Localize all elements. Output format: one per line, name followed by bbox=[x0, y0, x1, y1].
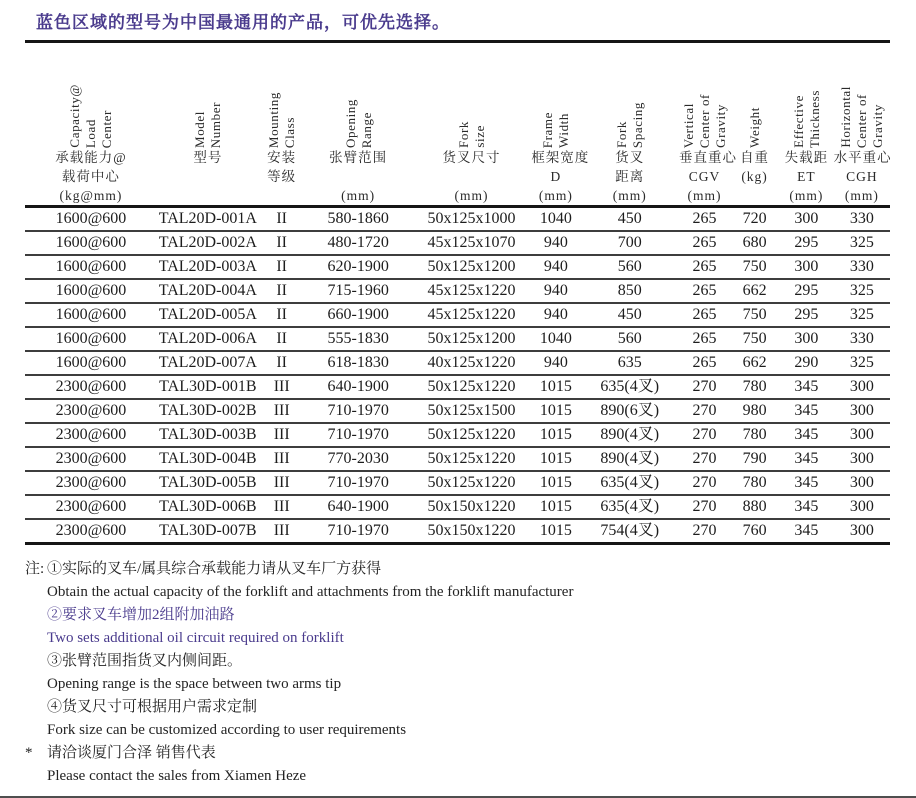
cell-vertical-cg: 265 bbox=[679, 327, 730, 351]
cell-frame-width: 940 bbox=[531, 351, 580, 375]
rotated-label: Range bbox=[358, 111, 374, 148]
rotated-label: size bbox=[472, 125, 488, 148]
cell-horizontal-cg: 300 bbox=[834, 519, 890, 544]
cell-capacity: 2300@600 bbox=[25, 375, 157, 399]
cell-horizontal-cg: 330 bbox=[834, 255, 890, 279]
note-text: ④货叉尺寸可根据用户需求定制 bbox=[47, 699, 258, 715]
rotated-label: Center of bbox=[696, 93, 712, 148]
cell-mounting-class: II bbox=[259, 279, 305, 303]
note-prefix bbox=[25, 627, 47, 650]
rotated-label: Fork bbox=[456, 121, 472, 148]
cell-effective-thickness: 295 bbox=[779, 303, 834, 327]
cell-horizontal-cg: 325 bbox=[834, 279, 890, 303]
cell-model-number: TAL30D-005B bbox=[157, 471, 259, 495]
cell-fork-size: 50x150x1220 bbox=[412, 495, 532, 519]
cell-vertical-cg: 265 bbox=[679, 207, 730, 232]
cell-vertical-cg: 265 bbox=[679, 231, 730, 255]
zh-label-line: 承载能力@ bbox=[55, 150, 127, 165]
cell-model-number: TAL30D-003B bbox=[157, 423, 259, 447]
cell-frame-width: 1015 bbox=[531, 423, 580, 447]
rotated-label: Gravity bbox=[870, 104, 886, 148]
cell-fork-spacing: 890(6叉) bbox=[581, 399, 679, 423]
zh-label-line: (mm) bbox=[612, 188, 647, 203]
rotated-label: Capacity@ bbox=[67, 84, 83, 148]
zh-label-line bbox=[730, 186, 779, 205]
cell-effective-thickness: 345 bbox=[779, 399, 834, 423]
zh-label-line: 距离 bbox=[615, 169, 645, 184]
cell-frame-width: 1040 bbox=[531, 327, 580, 351]
note-line bbox=[25, 627, 916, 650]
zh-label-line bbox=[259, 186, 305, 205]
note-prefix: * bbox=[25, 745, 33, 761]
cell-capacity: 1600@600 bbox=[25, 351, 157, 375]
cell-model-number: TAL20D-007A bbox=[157, 351, 259, 375]
cell-weight: 750 bbox=[730, 327, 779, 351]
zh-label-line: 载荷中心 bbox=[61, 169, 120, 184]
column-header-zh-fork-spacing bbox=[581, 148, 679, 205]
cell-effective-thickness: 345 bbox=[779, 375, 834, 399]
cell-frame-width: 1015 bbox=[531, 447, 580, 471]
cell-fork-size: 45x125x1070 bbox=[412, 231, 532, 255]
cell-effective-thickness: 345 bbox=[779, 519, 834, 544]
cell-effective-thickness: 345 bbox=[779, 423, 834, 447]
table-row bbox=[25, 399, 890, 423]
column-header-zh-fork-size bbox=[412, 148, 532, 205]
cell-capacity: 1600@600 bbox=[25, 255, 157, 279]
cell-model-number: TAL30D-001B bbox=[157, 375, 259, 399]
table-row bbox=[25, 351, 890, 375]
cell-fork-size: 50x150x1220 bbox=[412, 519, 532, 544]
cell-weight: 750 bbox=[730, 255, 779, 279]
column-header-model-number bbox=[157, 42, 259, 207]
table-row bbox=[25, 447, 890, 471]
cell-opening-range: 580-1860 bbox=[305, 207, 412, 232]
cell-weight: 720 bbox=[730, 207, 779, 232]
cell-capacity: 1600@600 bbox=[25, 327, 157, 351]
table-header bbox=[25, 42, 890, 207]
notes-section bbox=[25, 558, 916, 788]
column-header-zh-horizontal-cg bbox=[834, 148, 890, 205]
cell-effective-thickness: 345 bbox=[779, 447, 834, 471]
note-prefix bbox=[25, 765, 47, 788]
note-text: ③张臂范围指货叉内侧间距。 bbox=[47, 653, 243, 669]
column-header-zh-effective-thickness bbox=[779, 148, 834, 205]
column-header-zh-mounting-class bbox=[259, 148, 305, 205]
zh-label-line: CGH bbox=[846, 169, 878, 184]
zh-label-line bbox=[305, 167, 412, 186]
cell-opening-range: 618-1830 bbox=[305, 351, 412, 375]
header-row bbox=[25, 42, 890, 207]
cell-frame-width: 1015 bbox=[531, 399, 580, 423]
table-row bbox=[25, 471, 890, 495]
cell-fork-spacing: 635 bbox=[581, 351, 679, 375]
column-header-fork-spacing bbox=[581, 42, 679, 207]
cell-weight: 980 bbox=[730, 399, 779, 423]
column-header-en-fork-spacing bbox=[581, 43, 679, 148]
note-prefix: 注: bbox=[25, 561, 45, 577]
rotated-label: Number bbox=[208, 101, 224, 148]
zh-label-line: 货叉尺寸 bbox=[442, 150, 501, 165]
cell-capacity: 1600@600 bbox=[25, 279, 157, 303]
cell-model-number: TAL30D-004B bbox=[157, 447, 259, 471]
cell-weight: 750 bbox=[730, 303, 779, 327]
cell-effective-thickness: 290 bbox=[779, 351, 834, 375]
zh-label-line: (kg) bbox=[741, 169, 768, 184]
note-line bbox=[25, 604, 916, 627]
cell-opening-range: 640-1900 bbox=[305, 495, 412, 519]
rotated-label: Vertical bbox=[680, 102, 696, 148]
column-header-en-capacity bbox=[25, 43, 157, 148]
cell-weight: 790 bbox=[730, 447, 779, 471]
cell-effective-thickness: 300 bbox=[779, 255, 834, 279]
cell-mounting-class: II bbox=[259, 351, 305, 375]
cell-effective-thickness: 295 bbox=[779, 231, 834, 255]
cell-capacity: 2300@600 bbox=[25, 447, 157, 471]
cell-mounting-class: III bbox=[259, 375, 305, 399]
cell-effective-thickness: 345 bbox=[779, 471, 834, 495]
rotated-label: Load bbox=[83, 118, 99, 148]
cell-fork-size: 50x125x1500 bbox=[412, 399, 532, 423]
note-prefix bbox=[25, 673, 47, 696]
rotated-label: Width bbox=[556, 113, 572, 148]
cell-frame-width: 1015 bbox=[531, 375, 580, 399]
zh-label-line: (mm) bbox=[341, 188, 376, 203]
cell-capacity: 2300@600 bbox=[25, 495, 157, 519]
table-row bbox=[25, 375, 890, 399]
cell-vertical-cg: 265 bbox=[679, 351, 730, 375]
column-header-frame-width bbox=[531, 42, 590, 207]
cell-fork-size: 50x125x1220 bbox=[412, 447, 532, 471]
zh-label-line: ET bbox=[797, 169, 816, 184]
cell-fork-spacing: 754(4叉) bbox=[581, 519, 679, 544]
zh-label-line bbox=[157, 186, 259, 205]
rotated-label: Opening bbox=[342, 99, 358, 148]
cell-opening-range: 770-2030 bbox=[305, 447, 412, 471]
table-row bbox=[25, 231, 890, 255]
cell-mounting-class: II bbox=[259, 303, 305, 327]
cell-frame-width: 940 bbox=[531, 255, 580, 279]
cell-vertical-cg: 270 bbox=[679, 519, 730, 544]
note-text: Obtain the actual capacity of the forklift and attachments from the forklift manufacturer bbox=[47, 584, 574, 600]
column-header-capacity bbox=[25, 42, 157, 207]
note-prefix bbox=[25, 719, 47, 742]
cell-fork-spacing: 635(4叉) bbox=[581, 375, 679, 399]
cell-fork-size: 50x125x1000 bbox=[412, 207, 532, 232]
cell-frame-width: 1015 bbox=[531, 495, 580, 519]
spec-table bbox=[25, 40, 890, 545]
cell-fork-size: 40x125x1220 bbox=[412, 351, 532, 375]
cell-vertical-cg: 270 bbox=[679, 399, 730, 423]
column-header-effective-thickness bbox=[779, 42, 834, 207]
rotated-label: Center of bbox=[854, 93, 870, 148]
column-header-en-weight bbox=[730, 43, 779, 148]
cell-vertical-cg: 270 bbox=[679, 375, 730, 399]
cell-vertical-cg: 270 bbox=[679, 423, 730, 447]
cell-fork-spacing: 635(4叉) bbox=[581, 471, 679, 495]
cell-horizontal-cg: 300 bbox=[834, 375, 890, 399]
column-header-zh-opening-range bbox=[305, 148, 412, 205]
column-header-zh-model-number bbox=[157, 148, 259, 205]
cell-mounting-class: III bbox=[259, 423, 305, 447]
page-title: 蓝色区域的型号为中国最通用的产品，可优先选择。 bbox=[36, 13, 450, 32]
cell-model-number: TAL20D-004A bbox=[157, 279, 259, 303]
column-header-zh-vertical-cg bbox=[678, 148, 737, 205]
cell-fork-size: 50x125x1200 bbox=[412, 327, 532, 351]
cell-capacity: 1600@600 bbox=[25, 207, 157, 232]
rotated-label: Fork bbox=[614, 121, 630, 148]
rotated-label: Thickness bbox=[806, 89, 822, 148]
column-header-zh-frame-width bbox=[531, 148, 590, 205]
cell-weight: 780 bbox=[730, 471, 779, 495]
note-line bbox=[25, 719, 916, 742]
cell-model-number: TAL30D-002B bbox=[157, 399, 259, 423]
zh-label-line: 张臂范围 bbox=[329, 150, 388, 165]
zh-label-line: CGV bbox=[688, 169, 721, 184]
note-prefix bbox=[25, 581, 47, 604]
cell-fork-size: 50x125x1200 bbox=[412, 255, 532, 279]
zh-label-line bbox=[157, 167, 259, 186]
note-text: 请洽谈厦门合泽 销售代表 bbox=[47, 745, 216, 761]
cell-horizontal-cg: 300 bbox=[834, 423, 890, 447]
cell-fork-size: 50x125x1220 bbox=[412, 375, 532, 399]
cell-opening-range: 660-1900 bbox=[305, 303, 412, 327]
note-line bbox=[25, 742, 916, 765]
rotated-label: Spacing bbox=[630, 101, 646, 148]
cell-opening-range: 710-1970 bbox=[305, 399, 412, 423]
cell-capacity: 1600@600 bbox=[25, 231, 157, 255]
cell-capacity: 2300@600 bbox=[25, 423, 157, 447]
cell-frame-width: 940 bbox=[531, 279, 580, 303]
note-prefix bbox=[25, 604, 47, 627]
cell-horizontal-cg: 325 bbox=[834, 351, 890, 375]
cell-weight: 680 bbox=[730, 231, 779, 255]
cell-fork-spacing: 850 bbox=[581, 279, 679, 303]
cell-opening-range: 480-1720 bbox=[305, 231, 412, 255]
rotated-label: Horizontal bbox=[838, 86, 854, 148]
cell-vertical-cg: 270 bbox=[679, 471, 730, 495]
cell-effective-thickness: 300 bbox=[779, 327, 834, 351]
zh-label-line bbox=[412, 167, 532, 186]
cell-model-number: TAL20D-006A bbox=[157, 327, 259, 351]
table-row bbox=[25, 303, 890, 327]
rotated-label: Mounting bbox=[266, 91, 282, 148]
cell-frame-width: 940 bbox=[531, 231, 580, 255]
rotated-label: Gravity bbox=[712, 104, 728, 148]
zh-label-line: (mm) bbox=[844, 188, 879, 203]
note-text: ②要求叉车增加2组附加油路 bbox=[47, 607, 235, 623]
note-text: Fork size can be customized according to user requirements bbox=[47, 722, 407, 738]
column-header-en-horizontal-cg bbox=[834, 43, 890, 148]
table-row bbox=[25, 495, 890, 519]
cell-weight: 662 bbox=[730, 351, 779, 375]
zh-label-line: 型号 bbox=[193, 150, 223, 165]
cell-model-number: TAL30D-006B bbox=[157, 495, 259, 519]
cell-fork-size: 45x125x1220 bbox=[412, 303, 532, 327]
cell-weight: 780 bbox=[730, 423, 779, 447]
zh-label-line: (mm) bbox=[454, 188, 489, 203]
zh-label-line: 框架宽度 bbox=[531, 150, 590, 165]
column-header-en-frame-width bbox=[531, 43, 580, 148]
cell-effective-thickness: 300 bbox=[779, 207, 834, 232]
zh-label-line: (mm) bbox=[538, 188, 573, 203]
cell-fork-spacing: 890(4叉) bbox=[581, 423, 679, 447]
note-prefix bbox=[25, 696, 47, 719]
table-row bbox=[25, 519, 890, 544]
cell-frame-width: 1015 bbox=[531, 471, 580, 495]
column-header-horizontal-cg bbox=[834, 42, 890, 207]
column-header-zh-capacity bbox=[25, 148, 157, 205]
zh-label-line: 安装 bbox=[267, 150, 297, 165]
cell-effective-thickness: 295 bbox=[779, 279, 834, 303]
cell-weight: 780 bbox=[730, 375, 779, 399]
zh-label-line: 等级 bbox=[267, 169, 297, 184]
cell-capacity: 2300@600 bbox=[25, 399, 157, 423]
cell-capacity: 2300@600 bbox=[25, 519, 157, 544]
cell-frame-width: 1040 bbox=[531, 207, 580, 232]
cell-frame-width: 940 bbox=[531, 303, 580, 327]
cell-horizontal-cg: 300 bbox=[834, 495, 890, 519]
rotated-label: Frame bbox=[540, 111, 556, 148]
cell-weight: 760 bbox=[730, 519, 779, 544]
zh-label-line: D bbox=[550, 169, 562, 184]
cell-fork-spacing: 700 bbox=[581, 231, 679, 255]
rotated-label: Class bbox=[282, 116, 298, 148]
cell-opening-range: 620-1900 bbox=[305, 255, 412, 279]
cell-opening-range: 715-1960 bbox=[305, 279, 412, 303]
cell-fork-spacing: 560 bbox=[581, 255, 679, 279]
note-line bbox=[25, 650, 916, 673]
cell-weight: 880 bbox=[730, 495, 779, 519]
table-row bbox=[25, 207, 890, 232]
cell-fork-size: 45x125x1220 bbox=[412, 279, 532, 303]
cell-fork-size: 50x125x1220 bbox=[412, 471, 532, 495]
cell-fork-size: 50x125x1220 bbox=[412, 423, 532, 447]
column-header-mounting-class bbox=[259, 42, 305, 207]
cell-fork-spacing: 635(4叉) bbox=[581, 495, 679, 519]
cell-fork-spacing: 450 bbox=[581, 207, 679, 232]
cell-horizontal-cg: 300 bbox=[834, 471, 890, 495]
cell-fork-spacing: 890(4叉) bbox=[581, 447, 679, 471]
cell-opening-range: 640-1900 bbox=[305, 375, 412, 399]
table-row bbox=[25, 279, 890, 303]
cell-vertical-cg: 270 bbox=[679, 495, 730, 519]
cell-mounting-class: III bbox=[259, 519, 305, 544]
column-header-en-fork-size bbox=[412, 43, 532, 148]
cell-mounting-class: II bbox=[259, 327, 305, 351]
note-line bbox=[25, 673, 916, 696]
note-line bbox=[25, 581, 916, 604]
cell-capacity: 2300@600 bbox=[25, 471, 157, 495]
column-header-opening-range bbox=[305, 42, 412, 207]
column-header-en-effective-thickness bbox=[779, 43, 834, 148]
cell-horizontal-cg: 300 bbox=[834, 399, 890, 423]
zh-label-line: 水平重心 bbox=[833, 150, 892, 165]
rotated-label: Weight bbox=[747, 107, 763, 148]
zh-label-line: 垂直重心 bbox=[678, 150, 737, 165]
cell-weight: 662 bbox=[730, 279, 779, 303]
column-header-fork-size bbox=[412, 42, 532, 207]
column-header-en-opening-range bbox=[305, 43, 412, 148]
zh-label-line: (mm) bbox=[789, 188, 824, 203]
cell-fork-spacing: 560 bbox=[581, 327, 679, 351]
rotated-label: Model bbox=[192, 111, 208, 148]
cell-mounting-class: II bbox=[259, 231, 305, 255]
note-text: Two sets additional oil circuit required on forklift bbox=[47, 630, 344, 646]
table-row bbox=[25, 255, 890, 279]
note-line bbox=[25, 696, 916, 719]
cell-model-number: TAL20D-005A bbox=[157, 303, 259, 327]
cell-mounting-class: III bbox=[259, 471, 305, 495]
column-header-en-vertical-cg bbox=[679, 43, 730, 148]
cell-opening-range: 555-1830 bbox=[305, 327, 412, 351]
cell-mounting-class: III bbox=[259, 399, 305, 423]
table-row bbox=[25, 327, 890, 351]
rotated-label: Center bbox=[99, 109, 115, 148]
cell-effective-thickness: 345 bbox=[779, 495, 834, 519]
zh-label-line: 货叉 bbox=[615, 150, 645, 165]
cell-frame-width: 1015 bbox=[531, 519, 580, 544]
cell-fork-spacing: 450 bbox=[581, 303, 679, 327]
table-body bbox=[25, 207, 890, 544]
table-row bbox=[25, 423, 890, 447]
cell-horizontal-cg: 325 bbox=[834, 303, 890, 327]
cell-horizontal-cg: 300 bbox=[834, 447, 890, 471]
column-header-zh-weight bbox=[730, 148, 779, 205]
column-header-en-model-number bbox=[157, 43, 259, 148]
cell-horizontal-cg: 325 bbox=[834, 231, 890, 255]
cell-model-number: TAL20D-001A bbox=[157, 207, 259, 232]
rotated-label: Effective bbox=[790, 95, 806, 148]
note-text: Please contact the sales from Xiamen Heze bbox=[47, 768, 307, 784]
cell-opening-range: 710-1970 bbox=[305, 471, 412, 495]
note-text: ①实际的叉车/属具综合承载能力请从叉车厂方获得 bbox=[47, 561, 382, 577]
column-header-weight bbox=[730, 42, 779, 207]
cell-vertical-cg: 265 bbox=[679, 255, 730, 279]
cell-vertical-cg: 265 bbox=[679, 279, 730, 303]
cell-capacity: 1600@600 bbox=[25, 303, 157, 327]
column-header-en-mounting-class bbox=[259, 43, 305, 148]
note-line bbox=[25, 558, 916, 581]
cell-vertical-cg: 265 bbox=[679, 303, 730, 327]
cell-model-number: TAL20D-002A bbox=[157, 231, 259, 255]
cell-opening-range: 710-1970 bbox=[305, 519, 412, 544]
cell-horizontal-cg: 330 bbox=[834, 327, 890, 351]
note-line bbox=[25, 765, 916, 788]
zh-label-line: 失载距 bbox=[784, 150, 829, 165]
column-header-vertical-cg bbox=[678, 42, 737, 207]
cell-opening-range: 710-1970 bbox=[305, 423, 412, 447]
cell-mounting-class: II bbox=[259, 207, 305, 232]
cell-vertical-cg: 270 bbox=[679, 447, 730, 471]
cell-mounting-class: III bbox=[259, 447, 305, 471]
note-text: Opening range is the space between two arms tip bbox=[47, 676, 342, 692]
cell-mounting-class: III bbox=[259, 495, 305, 519]
zh-label-line: 自重 bbox=[740, 150, 770, 165]
cell-mounting-class: II bbox=[259, 255, 305, 279]
cell-horizontal-cg: 330 bbox=[834, 207, 890, 232]
zh-label-line: (mm) bbox=[687, 188, 722, 203]
cell-model-number: TAL20D-003A bbox=[157, 255, 259, 279]
cell-model-number: TAL30D-007B bbox=[157, 519, 259, 544]
zh-label-line: (kg@mm) bbox=[59, 188, 123, 203]
note-prefix bbox=[25, 650, 47, 673]
